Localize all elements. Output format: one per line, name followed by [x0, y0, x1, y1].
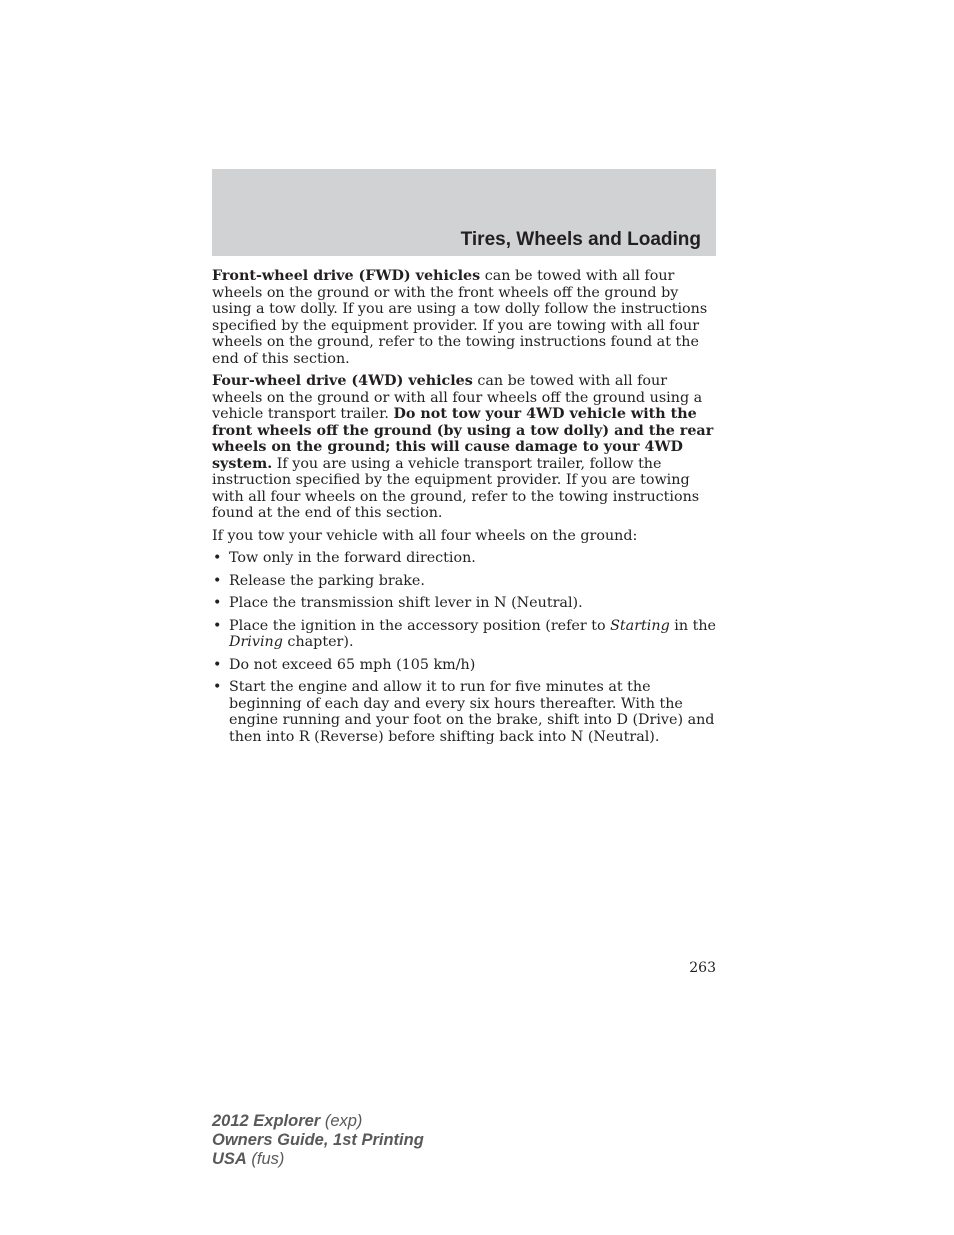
section-header-band: [212, 169, 716, 256]
footer-market: USA: [212, 1150, 247, 1168]
towing-intro: If you tow your vehicle with all four wheels on the ground:: [212, 527, 638, 544]
list-item: [212, 679, 718, 745]
list-item: [212, 595, 718, 612]
fwd-paragraph: [212, 268, 718, 367]
bullet-icon: •: [213, 550, 222, 566]
fourwd-warning: Do not tow your 4WD vehicle with the front wheels off the ground (by using a tow dolly) and the rear wheels on the ground; this will cause damage to your 4WD system.: [212, 406, 714, 472]
footer-line-model: [212, 1112, 424, 1131]
list-item-text: Start the engine and allow it to run for five minutes at the beginning of each day and every six hours thereafter. With the engine running and your foot on the brake, shift into D (Drive) and then into R (Reverse) before shifting back into N (Neutral).: [229, 679, 715, 745]
fwd-text: can be towed with all four wheels on the ground or with the front wheels off the ground by using a tow dolly. If you are using a tow dolly follow the instructions specified by the equipment provider. If you are towing with all four wheels on the ground, refer to the towing instructions found at the end of this section.: [212, 268, 708, 367]
driving-chapter-reference: Driving: [229, 634, 283, 650]
footer-line-market: [212, 1150, 424, 1169]
starting-reference: Starting: [610, 617, 670, 634]
bullet-icon: •: [213, 572, 222, 589]
page-body: [212, 268, 718, 751]
section-title: Tires, Wheels and Loading: [460, 229, 701, 250]
fwd-bold-lead: Front-wheel drive (FWD) vehicles: [212, 268, 481, 284]
list-item: [212, 550, 718, 567]
bullet-icon: •: [213, 679, 222, 695]
footer-model: 2012 Explorer: [212, 1112, 321, 1130]
list-item-text: Release the parking brake.: [229, 572, 425, 589]
list-item-text: Place the ignition in the accessory position (refer to: [229, 617, 611, 634]
fourwd-bold-lead: Four-wheel drive (4WD) vehicles: [212, 373, 473, 389]
list-item-text: Tow only in the forward direction.: [229, 550, 476, 566]
list-item: [212, 618, 718, 651]
page-number: 263: [689, 960, 716, 976]
towing-bullet-list: [212, 550, 718, 745]
bullet-icon: •: [213, 617, 222, 634]
document-footer: [212, 1112, 424, 1169]
fourwd-text-2: If you are using a vehicle transport trailer, follow the instruction specified by the equipment provider. If you are towing with all four wheels on the ground, refer to the towing instructions found at the end of this section.: [212, 455, 700, 521]
footer-model-code: (exp): [320, 1112, 363, 1130]
bullet-icon: •: [213, 595, 222, 611]
footer-guide: Owners Guide, 1st Printing: [212, 1131, 424, 1149]
footer-line-guide: [212, 1131, 424, 1150]
list-item-text: Place the transmission shift lever in N (Neutral).: [229, 595, 583, 611]
list-item-text: chapter).: [282, 634, 354, 650]
footer-market-code: (fus): [246, 1150, 285, 1168]
list-item-text: Do not exceed 65 mph (105 km/h): [229, 656, 476, 673]
bullet-icon: •: [213, 656, 222, 673]
list-item: [212, 657, 718, 674]
fourwd-text-1: can be towed with all four wheels on the ground or with all four wheels off the ground using a vehicle transport trailer.: [212, 373, 703, 422]
list-item: [212, 573, 718, 590]
fourwd-paragraph: [212, 373, 718, 522]
list-item-text: in the: [669, 617, 717, 634]
